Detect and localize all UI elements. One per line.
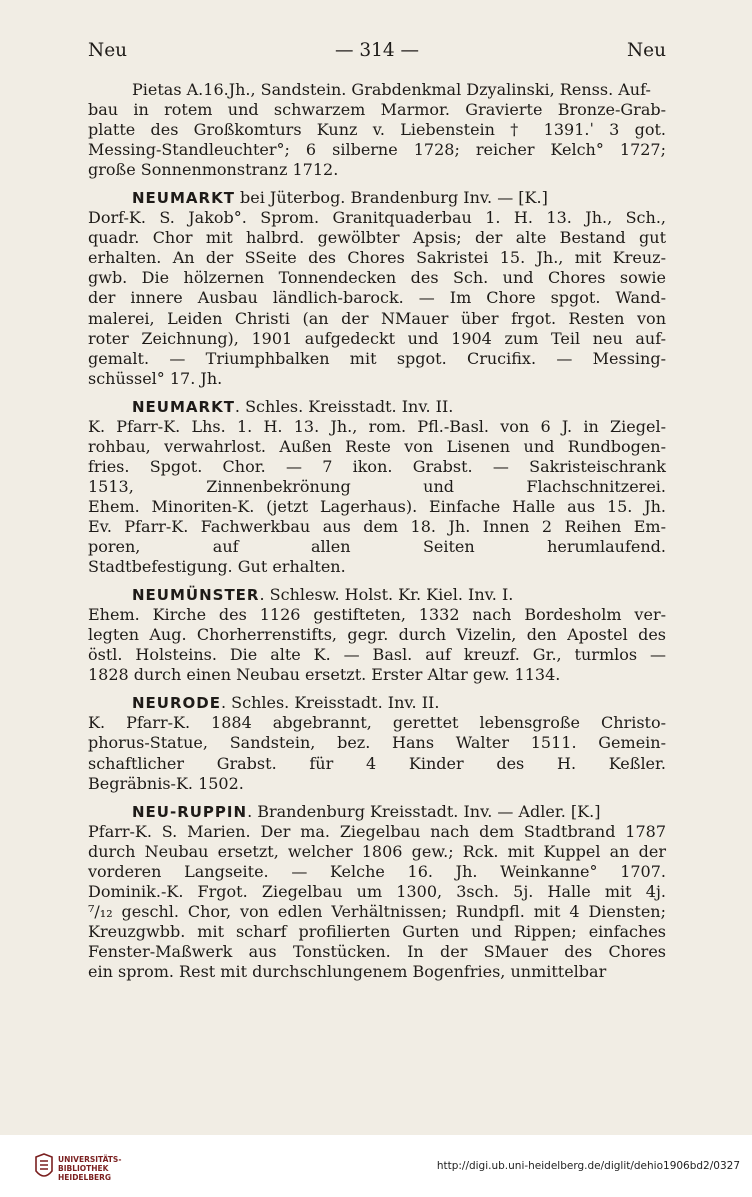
text-entry: [88, 397, 666, 577]
text-line: östl. Holsteins. Die alte K. — Basl. auf kreuzf. Gr., turmlos —: [88, 645, 666, 665]
text-entry: [88, 693, 666, 793]
text-body: [88, 80, 666, 982]
text-line: 1513, Zinnenbekrönung und Flachschnitzerei.: [88, 476, 666, 496]
university-library-logo-icon: [34, 1153, 54, 1183]
text-line: Dominik.-K. Frgot. Ziegelbau um 1300, 3sch. 5j. Halle mit 4j.: [88, 881, 666, 901]
text-line: rohbau, verwahrlost. Außen Reste von Lisenen und Rundbogen-: [88, 436, 666, 456]
text-line: quadr. Chor mit halbrd. gewölbter Apsis; der alte Bestand gut: [88, 228, 666, 248]
text-line: 1828 durch einen Neubau ersetzt. Erster Altar gew. 1134.: [88, 665, 561, 685]
footer: [0, 1135, 752, 1197]
text-line: malerei, Leiden Christi (an der NMauer über frgot. Resten von: [88, 308, 666, 328]
text-line: K. Pfarr-K. Lhs. 1. H. 13. Jh., rom. Pfl.-Basl. von 6 J. in Ziegel-: [88, 416, 666, 436]
text-line: NEUMARKT bei Jüterbog. Brandenburg Inv. — [K.]: [132, 188, 548, 208]
library-name: [58, 1155, 121, 1182]
text-entry: [88, 585, 666, 685]
text-line: Stadtbefestigung. Gut erhalten.: [88, 557, 346, 577]
text-line: erhalten. An der SSeite des Chores Sakristei 15. Jh., mit Kreuz-: [88, 248, 666, 268]
text-line: Messing-Standleuchter°; 6 silberne 1728; reicher Kelch° 1727;: [88, 140, 666, 160]
text-line: platte des Großkomturs Kunz v. Liebenstein † 1391.ˈ 3 got.: [88, 120, 666, 140]
text-line: NEU-RUPPIN. Brandenburg Kreisstadt. Inv. — Adler. [K.]: [132, 801, 601, 821]
text-line: bau in rotem und schwarzem Marmor. Gravierte Bronze-Grab-: [88, 100, 666, 120]
library-name-line: HEIDELBERG: [58, 1173, 112, 1182]
text-line: Ev. Pfarr-K. Fachwerkbau aus dem 18. Jh. Innen 2 Reihen Em-: [88, 516, 666, 536]
text-entry: [88, 802, 666, 982]
text-line: Ehem. Kirche des 1126 gestifteten, 1332 nach Bordesholm ver-: [88, 605, 666, 625]
running-head-left: Neu: [88, 40, 128, 61]
place-heading: NEURODE: [132, 694, 221, 713]
text-line: gwb. Die hölzernen Tonnendecken des Sch. und Chores sowie: [88, 268, 666, 288]
text-line: fries. Spgot. Chor. — 7 ikon. Grabst. — Sakristeischrank: [88, 456, 666, 476]
text-line: K. Pfarr-K. 1884 abgebrannt, gerettet lebensgroße Christo-: [88, 713, 666, 733]
text-line: große Sonnenmonstranz 1712.: [88, 160, 339, 180]
text-line: schüssel° 17. Jh.: [88, 368, 223, 388]
text-line: der innere Ausbau ländlich-barock. — Im Chore spgot. Wand-: [88, 288, 666, 308]
place-heading: NEUMARKT: [132, 189, 235, 208]
running-head-right: Neu: [626, 40, 666, 61]
text-line: poren, auf allen Seiten herumlaufend.: [88, 537, 666, 557]
place-heading: NEUMARKT: [132, 397, 235, 416]
source-url[interactable]: http://digi.ub.uni-heidelberg.de/diglit/dehio1906bd2/0327: [436, 1160, 740, 1172]
text-line: NEURODE. Schles. Kreisstadt. Inv. II.: [132, 693, 440, 713]
text-line: ⁷/₁₂ geschl. Chor, von edlen Verhältnissen; Rundpfl. mit 4 Diensten;: [88, 901, 666, 921]
place-heading: NEUMÜNSTER: [132, 586, 260, 605]
text-line: roter Zeichnung), 1901 aufgedeckt und 1904 zum Teil neu auf-: [88, 328, 666, 348]
text-line: schaftlicher Grabst. für 4 Kinder des H. Keßler.: [88, 753, 666, 773]
page-number: — 314 —: [334, 40, 420, 61]
text-entry: [88, 188, 666, 388]
text-line: Ehem. Minoriten-K. (jetzt Lagerhaus). Einfache Halle aus 15. Jh.: [88, 496, 666, 516]
text-entry: [88, 80, 666, 180]
text-line: phorus-Statue, Sandstein, bez. Hans Walter 1511. Gemein-: [88, 733, 666, 753]
text-line: NEUMARKT. Schles. Kreisstadt. Inv. II.: [132, 396, 454, 416]
text-line: Pietas A.16.Jh., Sandstein. Grabdenkmal Dzyalinski, Renss. Auf-: [132, 80, 651, 99]
text-line: Begräbnis-K. 1502.: [88, 773, 244, 793]
text-line: Pfarr-K. S. Marien. Der ma. Ziegelbau nach dem Stadtbrand 1787: [88, 821, 666, 841]
text-line: NEUMÜNSTER. Schlesw. Holst. Kr. Kiel. Inv. I.: [132, 585, 514, 605]
text-line: ein sprom. Rest mit durchschlungenem Bogenfries, unmittelbar: [88, 961, 607, 981]
library-name-line: UNIVERSITÄTS-: [58, 1155, 122, 1164]
library-name-line: BIBLIOTHEK: [58, 1164, 109, 1173]
text-line: legten Aug. Chorherrenstifts, gegr. durch Vizelin, den Apostel des: [88, 625, 666, 645]
text-line: vorderen Langseite. — Kelche 16. Jh. Weinkanne° 1707.: [88, 861, 666, 881]
text-line: Kreuzgwbb. mit scharf profilierten Gurten und Rippen; einfaches: [88, 921, 666, 941]
text-line: Fenster-Maßwerk aus Tonstücken. In der SMauer des Chores: [88, 941, 666, 961]
text-line: Dorf-K. S. Jakob°. Sprom. Granitquaderbau 1. H. 13. Jh., Sch.,: [88, 208, 666, 228]
text-line: gemalt. — Triumphbalken mit spgot. Crucifix. — Messing-: [88, 348, 666, 368]
page-header: [88, 40, 666, 64]
place-heading: NEU-RUPPIN: [132, 802, 248, 821]
text-line: durch Neubau ersetzt, welcher 1806 gew.; Rck. mit Kuppel an der: [88, 841, 666, 861]
